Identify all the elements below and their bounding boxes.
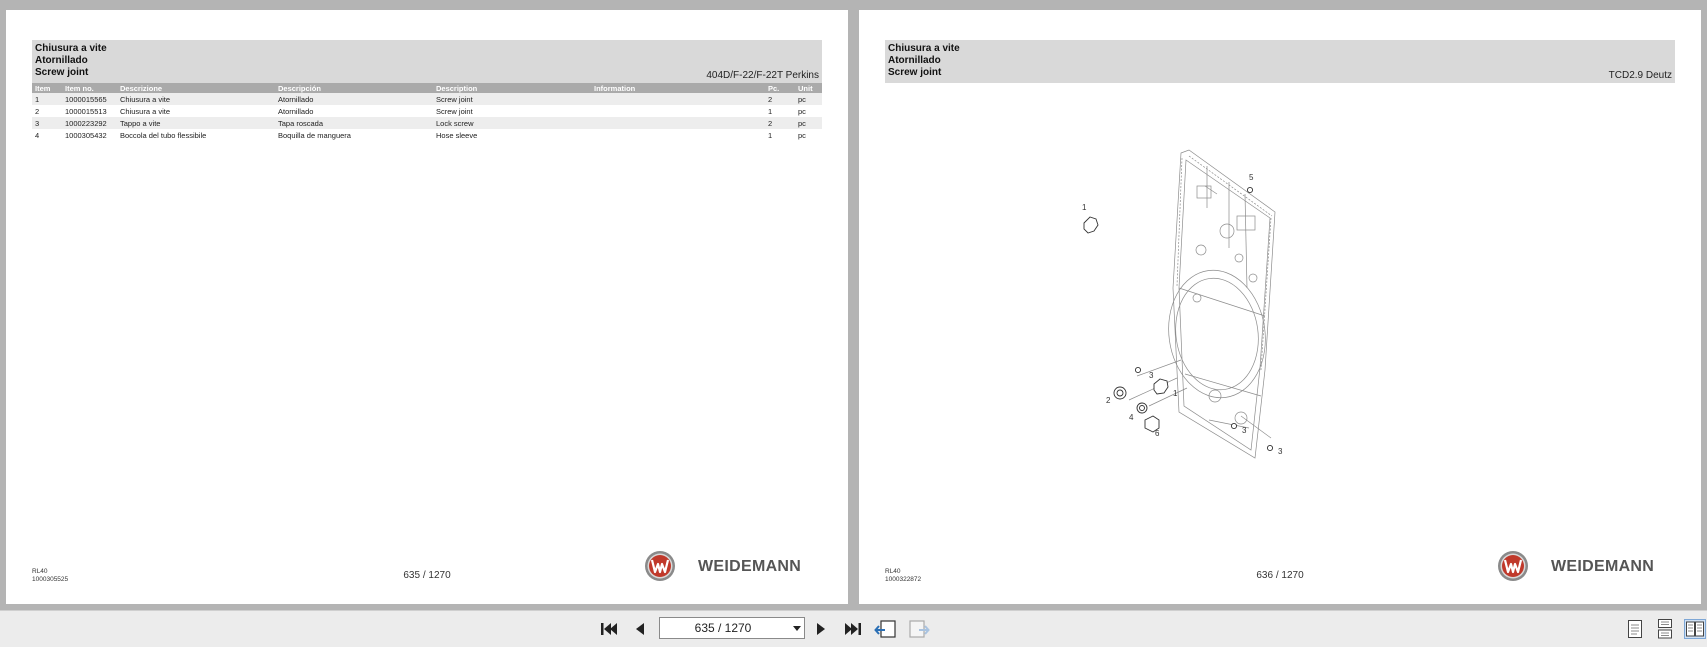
back-view-button[interactable] (875, 619, 897, 639)
cell-item: 4 (32, 129, 62, 141)
callout-label: 3 (1242, 426, 1247, 435)
model-label: TCD2.9 Deutz (1608, 70, 1672, 81)
weidemann-logo (644, 550, 824, 584)
table-row (32, 93, 822, 105)
right-document-page (859, 10, 1701, 604)
col-item: Item (32, 83, 62, 93)
cell-pc: 1 (765, 129, 795, 141)
cell-descrizione: Chiusura a vite (117, 105, 275, 117)
brand-name: WEIDEMANN (1551, 558, 1655, 575)
page-dropdown[interactable] (790, 618, 804, 638)
continuous-view-icon (1657, 619, 1673, 639)
viewer-toolbar (0, 610, 1707, 647)
elbow-fitting-2 (1154, 379, 1168, 394)
part-title (35, 43, 107, 79)
cell-descripcion: Boquilla de manguera (275, 129, 433, 141)
brand-name: WEIDEMANN (698, 558, 802, 575)
cell-description: Hose sleeve (433, 129, 591, 141)
col-pc: Pc. (765, 83, 795, 93)
part-title (888, 43, 960, 79)
callout-label: 5 (1249, 173, 1254, 182)
col-item-no: Item no. (62, 83, 117, 93)
page-number: 636 / 1270 (1256, 570, 1304, 581)
continuous-view-button[interactable] (1654, 619, 1676, 639)
cell-pc: 2 (765, 117, 795, 129)
title-english: Screw joint (888, 67, 942, 78)
previous-page-button[interactable] (629, 619, 651, 639)
previous-page-icon (633, 621, 647, 637)
cell-information (591, 117, 765, 129)
leader-line (1137, 360, 1181, 376)
cell-item: 2 (32, 105, 62, 117)
single-page-view-icon (1627, 619, 1643, 639)
left-document-page (6, 10, 848, 604)
first-page-button[interactable] (598, 619, 620, 639)
document-number: 1000305525 (32, 576, 69, 583)
weidemann-logo-icon (644, 550, 676, 582)
cell-description: Lock screw (433, 117, 591, 129)
last-page-button[interactable] (842, 619, 864, 639)
cell-description: Screw joint (433, 93, 591, 105)
plate-inner-border (1179, 160, 1270, 450)
cell-information (591, 105, 765, 117)
title-spanish: Atornillado (888, 55, 941, 66)
cell-item: 3 (32, 117, 62, 129)
cell-unit: pc (795, 129, 822, 141)
leader-line (1129, 378, 1177, 400)
parts-table (32, 83, 822, 141)
col-descripcion: Descripción (275, 83, 433, 93)
cell-unit: pc (795, 117, 822, 129)
table-row (32, 129, 822, 141)
forward-view-icon (908, 619, 930, 639)
title-italian: Chiusura a vite (35, 43, 107, 54)
document-number: 1000322872 (885, 576, 922, 583)
cell-pc: 1 (765, 105, 795, 117)
lock-screw-3a (1135, 367, 1140, 372)
cell-item-no: 1000015513 (62, 105, 117, 117)
cell-item-no: 1000305432 (62, 129, 117, 141)
table-row (32, 105, 822, 117)
parts-header (885, 40, 1675, 83)
cell-descrizione: Chiusura a vite (117, 93, 275, 105)
cell-item-no: 1000223292 (62, 117, 117, 129)
exploded-parts-drawing (1082, 138, 1429, 498)
machine-code: RL40 (32, 568, 48, 575)
cell-information (591, 129, 765, 141)
elbow-fitting-1 (1084, 217, 1098, 233)
weidemann-logo (1497, 550, 1677, 584)
page-number-input[interactable] (659, 617, 805, 639)
model-label: 404D/F-22/F-22T Perkins (706, 70, 819, 81)
next-page-button[interactable] (810, 619, 832, 639)
two-page-view-icon (1686, 621, 1704, 637)
cell-descrizione: Boccola del tubo flessibile (117, 129, 275, 141)
table-row (32, 117, 822, 129)
lock-screw-3b (1231, 423, 1236, 428)
callout-label: 3 (1149, 371, 1154, 380)
cell-description: Screw joint (433, 105, 591, 117)
cell-descripcion: Tapa roscada (275, 117, 433, 129)
cell-descrizione: Tappo a vite (117, 117, 275, 129)
callout-label: 1 (1173, 389, 1178, 398)
cell-descripcion: Atornillado (275, 93, 433, 105)
title-english: Screw joint (35, 67, 89, 78)
callout-label: 1 (1082, 203, 1087, 212)
dropdown-arrow-icon (792, 624, 802, 632)
leader-line (1245, 194, 1247, 288)
callout-label: 6 (1155, 429, 1160, 438)
callout-label: 4 (1129, 413, 1134, 422)
cell-descripcion: Atornillado (275, 105, 433, 117)
col-information: Information (591, 83, 765, 93)
single-page-view-button[interactable] (1624, 619, 1646, 639)
callout-label: 2 (1106, 396, 1111, 405)
col-unit: Unit (795, 83, 822, 93)
weidemann-logo-icon (1497, 550, 1529, 582)
title-spanish: Atornillado (35, 55, 88, 66)
parts-header (32, 40, 822, 83)
back-view-icon (875, 619, 897, 639)
cell-item-no: 1000015565 (62, 93, 117, 105)
two-page-view-button[interactable] (1684, 619, 1706, 639)
table-header-row (32, 83, 822, 93)
lock-screw-3c (1267, 445, 1272, 450)
callout-label: 3 (1278, 447, 1283, 456)
plate-outline (1173, 150, 1275, 458)
next-page-icon (814, 621, 828, 637)
title-italian: Chiusura a vite (888, 43, 960, 54)
col-description: Description (433, 83, 591, 93)
page-number: 635 / 1270 (403, 570, 451, 581)
forward-view-button[interactable] (908, 619, 930, 639)
cell-pc: 2 (765, 93, 795, 105)
col-descrizione: Descrizione (117, 83, 275, 93)
fitting-5 (1247, 187, 1252, 192)
first-page-icon (600, 621, 618, 637)
machine-code: RL40 (885, 568, 901, 575)
cell-item: 1 (32, 93, 62, 105)
cell-unit: pc (795, 105, 822, 117)
cell-information (591, 93, 765, 105)
cell-unit: pc (795, 93, 822, 105)
last-page-icon (844, 621, 862, 637)
